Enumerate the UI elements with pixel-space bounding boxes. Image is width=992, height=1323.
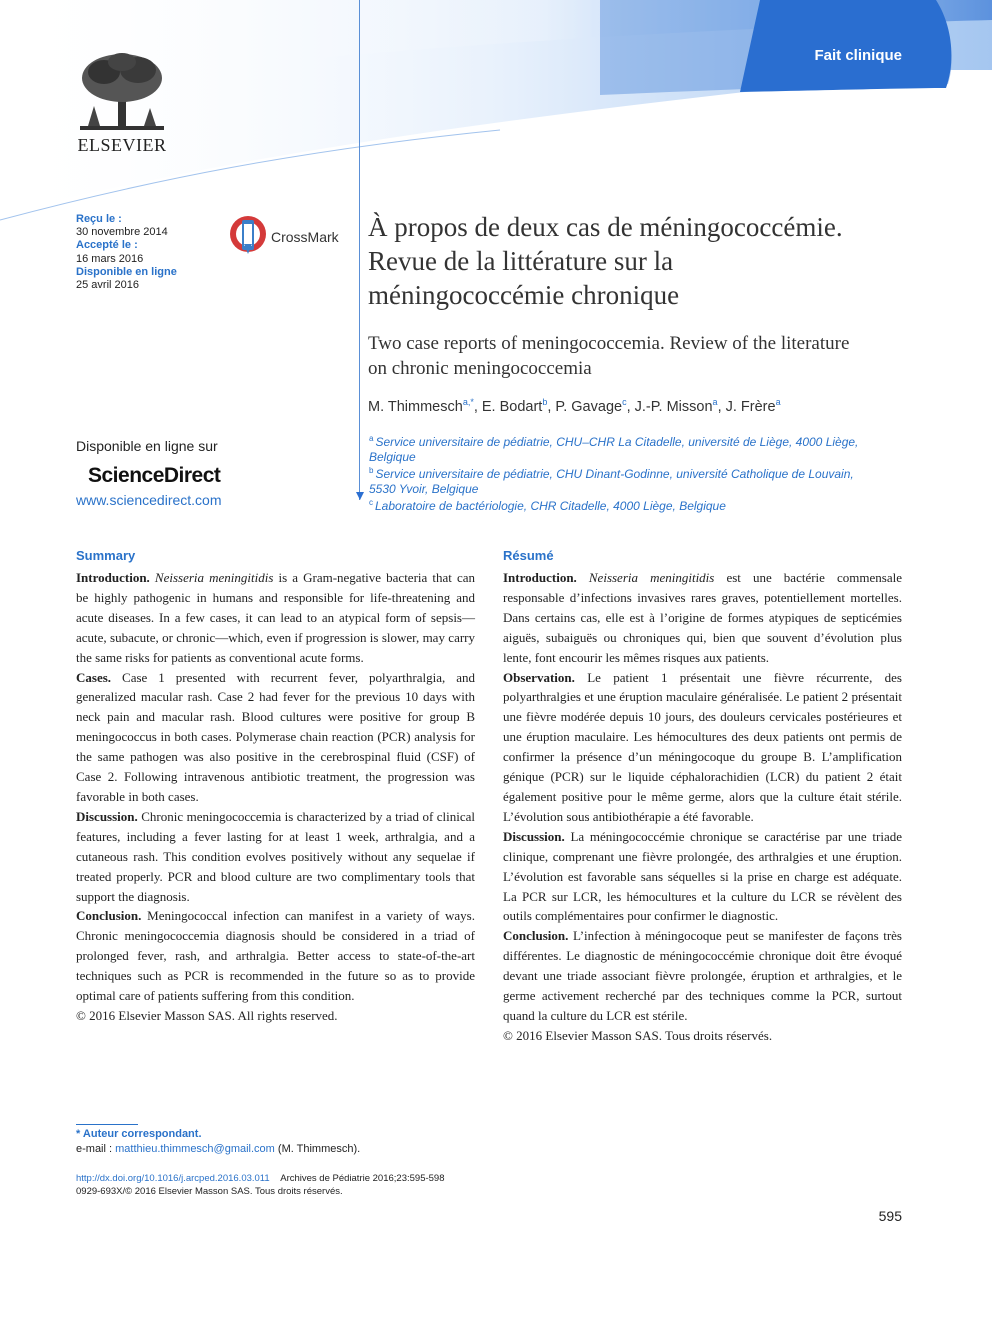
publication-footer	[76, 1172, 596, 1198]
resume-conclusion: Conclusion. L’infection à méningocoque peut se manifester de façons très différentes. Le diagnostic de méningococcémie chronique doit être évoqué devant une triade associant fièvre prolongée, éruption et arthralgies, et le germe activement recherché par des techniques comme la PCR, surtout quand la culture du LCR est stérile.	[503, 928, 902, 1023]
accepted-label: Accepté le :	[76, 239, 138, 252]
summary-discussion: Discussion. Chronic meningococcemia is characterized by a triad of clinical features, including a fever lasting for at least 1 week, arthralgia, and a cutaneous rash. This condition evolves positively without any sequelae if treated properly. PCR and blood culture are two complimentary tools that support the diagnosis.	[76, 808, 475, 904]
article-dates	[76, 213, 216, 292]
summary-body	[76, 568, 475, 1026]
doi-line	[76, 1172, 596, 1185]
affiliation: $^b$ Service universitaire de pédiatrie, CHU Dinant-Godinne, université Catholique de Louvain, 5530 Yvoir, Belgique	[369, 466, 854, 496]
article-title	[368, 210, 908, 312]
vertical-rule	[359, 0, 360, 500]
resume-body	[503, 568, 902, 1046]
resume-copyright: © 2016 Elsevier Masson SAS. Tous droits réservés.	[503, 1027, 773, 1043]
article-subtitle	[368, 331, 908, 381]
resume-introduction: Introduction. Neisseria meningitidis est une bactérie commensale responsable d’infections invasives rares graves, potentiellement mortelles. Dans certains cas, elle est à l’origine de formes atypiques de septicémies aiguës, subaiguës ou chroniques qui, bien que souvent d’évolution plus lente, font encourir les mêmes risques aux patients.	[503, 570, 902, 665]
doi-link[interactable]: http://dx.doi.org/10.1016/j.arcped.2016.03.011	[76, 1173, 270, 1184]
arrow-down-icon	[355, 490, 365, 502]
crossmark-label[interactable]: CrossMark	[271, 229, 339, 245]
sciencedirect-logo[interactable]: ScienceDirect	[88, 464, 221, 487]
email-link[interactable]: matthieu.thimmesch@gmail.com	[115, 1142, 275, 1155]
issn-line: 0929-693X/© 2016 Elsevier Masson SAS. Tous droits réservés.	[76, 1186, 343, 1197]
title-line: À propos de deux cas de méningococcémie.	[368, 212, 843, 242]
elsevier-tree-logo	[74, 50, 170, 134]
resume-heading: Résumé	[503, 548, 554, 563]
summary-heading: Summary	[76, 548, 136, 563]
publisher-name: ELSEVIER	[77, 135, 167, 155]
author[interactable]: P. Gavage$^c$,	[555, 397, 635, 415]
summary-introduction: Introduction. Neisseria meningitidis is a Gram-negative bacteria that can be highly pathogenic in humans and responsible for life-threatening and acute diseases. In a few cases, it can lead to an atypical form of sepsis—acute, subacute, or chronic—which, even if progression is slower, may carry the same risks for patients as conventional acute forms.	[76, 570, 475, 665]
author[interactable]: J.-P. Misson$^a$,	[634, 397, 726, 415]
affiliation: $^c$ Laboratoire de bactériologie, CHR Citadelle, 4000 Liège, Belgique	[369, 498, 726, 513]
corresponding-email-line: e-mail : matthieu.thimmesch@gmail.com (M. Thimmesch).	[76, 1142, 361, 1155]
correspondence-note	[76, 1127, 576, 1156]
affiliation: $^a$ Service universitaire de pédiatrie, CHU–CHR La Citadelle, université de Liège, 4000 Liège, Belgique	[369, 434, 859, 464]
summary-copyright: © 2016 Elsevier Masson SAS. All rights reserved.	[76, 1007, 338, 1023]
resume-observation: Observation. Le patient 1 présentait une fièvre récurrente, des polyarthralgies et une éruption maculaire généralisée. Le patient 2 présentait une fièvre modérée depuis 10 jours, des douleurs cervicales postérieures et une éruption maculaire. Les hémocultures des deux patients ont permis de confirmer la présence d’un méningocoque du groupe B. L’amplification génique (PCR) sur le liquide céphalorachidien (LCR) du patient 2 était également positive pour le même germe, alors que la culture était stérile. L’évolution sous antibiothérapie a été favorable.	[503, 669, 902, 824]
subtitle-line: on chronic meningococcemia	[368, 358, 592, 379]
affiliation-list	[369, 432, 909, 514]
footnote-rule	[76, 1124, 138, 1125]
title-line: méningococcémie chronique	[368, 280, 680, 310]
author[interactable]: E. Bodart$^b$,	[481, 397, 556, 415]
received-date: 30 novembre 2014	[76, 226, 168, 239]
crossmark-icon[interactable]	[228, 214, 268, 256]
author[interactable]: M. Thimmesch$^{a,*}$,	[368, 397, 482, 415]
received-label: Reçu le :	[76, 213, 122, 225]
accepted-date: 16 mars 2016	[76, 252, 144, 265]
title-line: Revue de la littérature sur la	[368, 246, 674, 276]
resume-discussion: Discussion. La méningococcémie chronique se caractérise par une triade clinique, comprenant une fièvre prolongée, des arthralgies et une éruption. L’évolution est favorable sans séquelles si la prise en charge est adéquate. La PCR sur LCR, les hémocultures et la culture du LCR se révèlent des outils complémentaires pour confirmer le diagnostic.	[503, 828, 902, 924]
online-date: 25 avril 2016	[76, 279, 139, 292]
author[interactable]: J. Frère$^a$	[725, 397, 781, 415]
summary-cases: Cases. Case 1 presented with recurrent fever, polyarthralgia, and generalized macular rash. Case 2 had fever for the previous 10 days with neck pain and macular rash. Blood cultures were positive for group B meningococcus in both cases. Polymerase chain reaction (PCR) analysis for the same pathogen was also positive in the cerebrospinal fluid (CSF) of Case 2. Following intravenous antibiotic treatment, the progression was favorable in both cases.	[76, 669, 475, 804]
summary-conclusion: Conclusion. Meningococcal infection can manifest in a variety of ways. Chronic meningococcemia diagnosis should be considered in a triad of prolonged fever, rash, and arthralgia. Better access to state-of-the-art techniques such as PCR is recommended in the future so as to provide optimal care of patients suffering from this condition.	[76, 908, 475, 1004]
sciencedirect-link[interactable]: www.sciencedirect.com	[76, 492, 222, 508]
author-list	[368, 397, 928, 415]
online-label: Disponible en ligne	[76, 265, 177, 278]
availability-label: Disponible en ligne sur	[76, 438, 218, 454]
journal-citation: Archives de Pédiatrie 2016;23:595-598	[280, 1173, 445, 1184]
corresponding-author-label: * Auteur correspondant.	[76, 1128, 202, 1140]
page-number: 595	[878, 1208, 902, 1224]
section-tag: Fait clinique	[814, 47, 902, 64]
subtitle-line: Two case reports of meningococcemia. Review of the literature	[368, 333, 850, 354]
